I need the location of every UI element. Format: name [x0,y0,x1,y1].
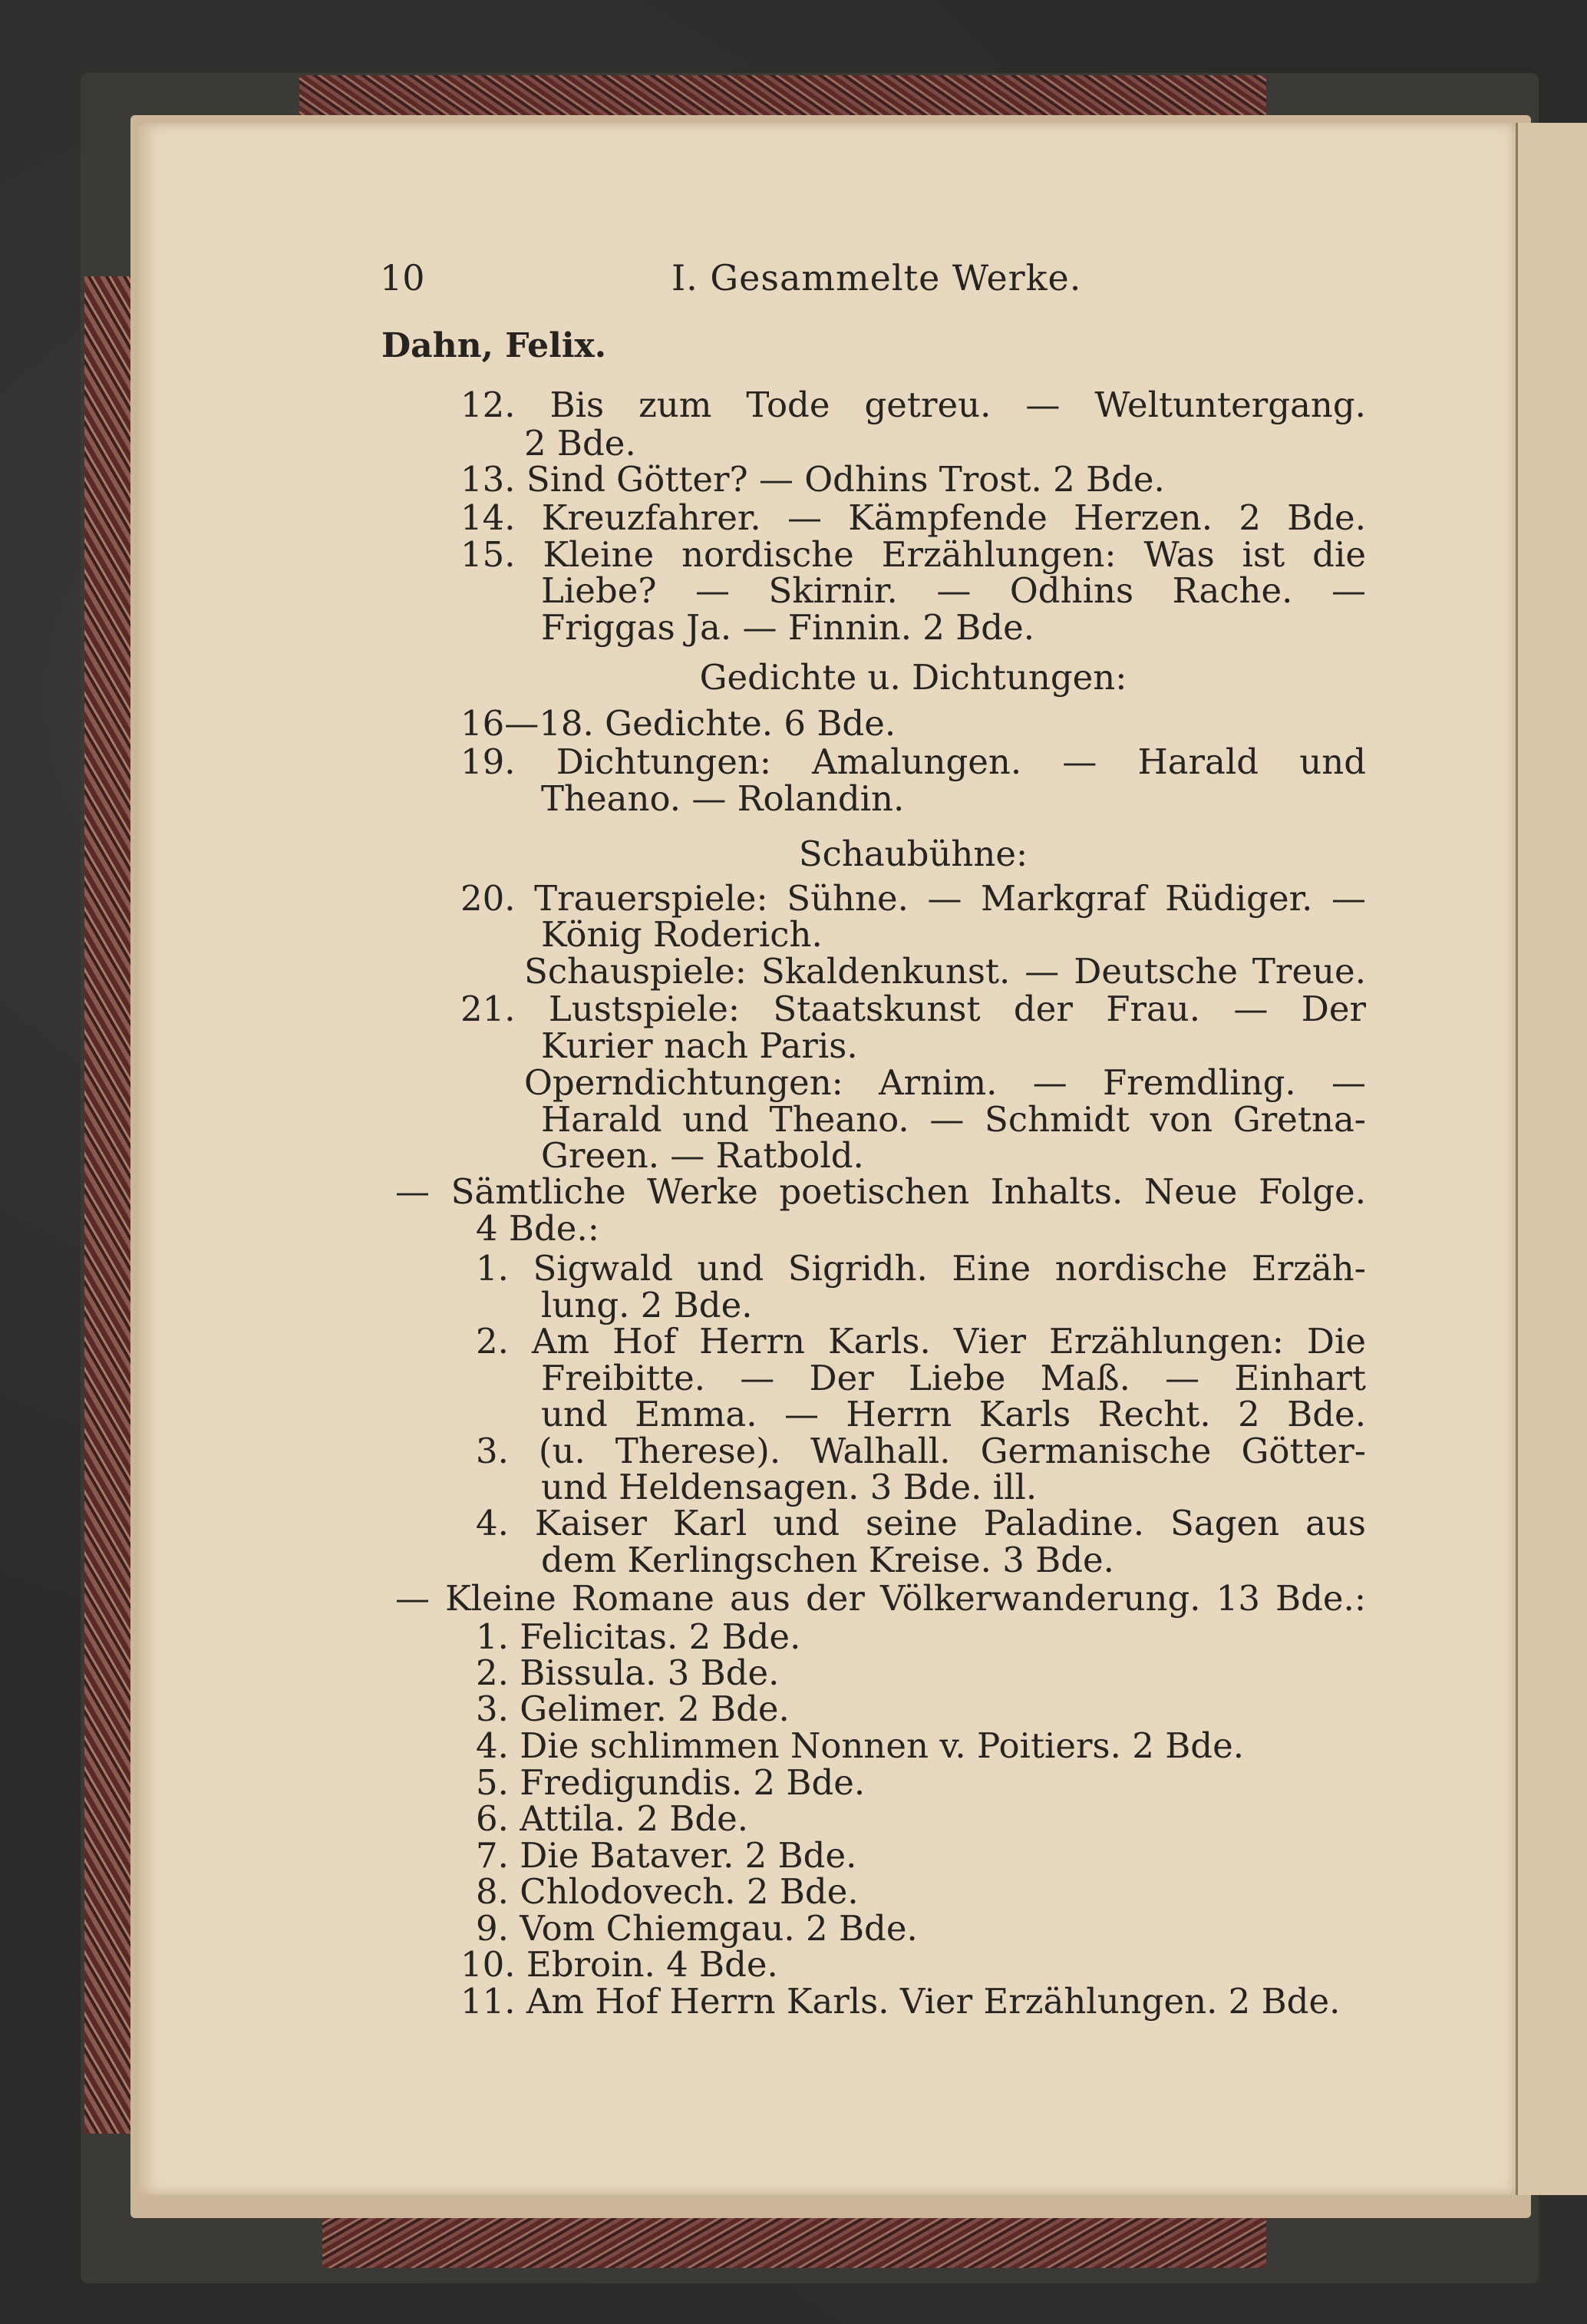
catalog-line: 14. Kreuzfahrer. — Kämpfende Herzen. 2 Bde. [460,497,1366,538]
catalog-line: Harald und Theano. — Schmidt von Gretna- [541,1099,1366,1140]
catalog-line: 9. Vom Chiemgau. 2 Bde. [476,1908,918,1949]
catalog-line: König Roderich. [541,914,823,955]
catalog-line: 6. Attila. 2 Bde. [476,1798,749,1839]
facing-page-edge [1516,123,1587,2195]
section-heading: Schaubühne: [798,834,1028,874]
author-heading: Dahn, Felix. [381,326,607,365]
catalog-line: 1. Sigwald und Sigridh. Eine nordische Erzäh- [476,1248,1366,1289]
catalog-line: 12. Bis zum Tode getreu. — Weltuntergang. [460,385,1366,425]
catalog-line: und Emma. — Herrn Karls Recht. 2 Bde. [541,1394,1366,1434]
catalog-line: Liebe? — Skirnir. — Odhins Rache. — [541,570,1366,611]
catalog-line: — Sämtliche Werke poetischen Inhalts. Neue Folge. [395,1171,1366,1212]
catalog-line: 11. Am Hof Herrn Karls. Vier Erzählungen. 2 Bde. [460,1981,1341,2022]
catalog-line: 16—18. Gedichte. 6 Bde. [460,703,896,744]
catalog-line: dem Kerlingschen Kreise. 3 Bde. [541,1540,1114,1580]
catalog-line: 4. Die schlimmen Nonnen v. Poitiers. 2 Bde. [476,1725,1245,1766]
catalog-line: 8. Chlodovech. 2 Bde. [476,1871,859,1912]
catalog-line: Kurier nach Paris. [541,1025,858,1066]
catalog-line: lung. 2 Bde. [541,1285,753,1325]
catalog-line: 3. Gelimer. 2 Bde. [476,1689,790,1729]
catalog-line: 20. Trauerspiele: Sühne. — Markgraf Rüdiger. — [460,878,1366,919]
catalog-line: 2. Am Hof Herrn Karls. Vier Erzählungen: Die [476,1321,1366,1362]
catalog-line: Freibitte. — Der Liebe Maß. — Einhart [541,1358,1366,1398]
catalog-line: 2. Bissula. 3 Bde. [476,1652,780,1693]
catalog-line: 15. Kleine nordische Erzählungen: Was ist die [460,534,1366,575]
catalog-line: und Heldensagen. 3 Bde. ill. [541,1467,1038,1507]
catalog-line: 5. Fredigundis. 2 Bde. [476,1762,866,1803]
running-title: I. Gesammelte Werke. [671,257,1082,299]
catalog-line: 13. Sind Götter? — Odhins Trost. 2 Bde. [460,459,1165,500]
catalog-line: Operndichtungen: Arnim. — Fremdling. — [524,1062,1366,1103]
catalog-line: Friggas Ja. — Finnin. 2 Bde. [541,607,1035,648]
catalog-line: 19. Dichtungen: Amalungen. — Harald und [460,741,1366,782]
catalog-line: — Kleine Romane aus der Völkerwanderung. 13 Bde.: [395,1578,1366,1619]
page-number: 10 [380,257,425,299]
catalog-line: 4. Kaiser Karl und seine Paladine. Sagen aus [476,1503,1366,1543]
catalog-line: Schauspiele: Skaldenkunst. — Deutsche Treue. [524,951,1366,992]
catalog-line: 2 Bde. [524,423,636,464]
catalog-line: 1. Felicitas. 2 Bde. [476,1616,801,1657]
section-heading: Gedichte u. Dichtungen: [699,657,1127,698]
catalog-line: Theano. — Rolandin. [541,778,905,819]
catalog-line: Green. — Ratbold. [541,1135,864,1176]
catalog-line: 21. Lustspiele: Staatskunst der Frau. — Der [460,989,1366,1029]
catalog-line: 3. (u. Therese). Walhall. Germanische Götter- [476,1431,1366,1471]
catalog-line: 4 Bde.: [476,1208,599,1249]
catalog-line: 7. Die Bataver. 2 Bde. [476,1835,857,1876]
catalog-line: 10. Ebroin. 4 Bde. [460,1944,778,1985]
